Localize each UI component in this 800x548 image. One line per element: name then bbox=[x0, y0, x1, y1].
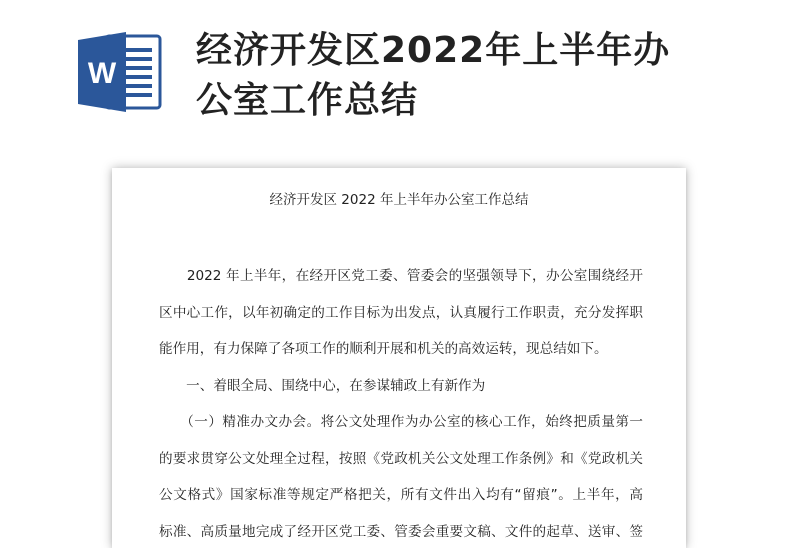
document-page-preview bbox=[112, 168, 686, 548]
page-title-line-1: 经济开发区2022年上半年办 bbox=[196, 30, 670, 71]
document-body bbox=[159, 258, 643, 548]
document-line: 区中心工作，以年初确定的工作目标为出发点，认真履行工作职责，充分发挥职 bbox=[159, 295, 643, 332]
svg-text:W: W bbox=[88, 57, 117, 90]
document-line: 能作用，有力保障了各项工作的顺利开展和机关的高效运转，现总结如下。 bbox=[159, 331, 643, 368]
page-title bbox=[196, 26, 776, 126]
document-line: 2022 年上半年，在经开区党工委、管委会的坚强领导下，办公室围绕经开 bbox=[159, 258, 643, 295]
document-line: 的要求贯穿公文处理全过程，按照《党政机关公文处理工作条例》和《党政机关 bbox=[159, 441, 643, 478]
page-title-line-2: 公室工作总结 bbox=[196, 80, 418, 121]
document-line: 公文格式》国家标准等规定严格把关，所有文件出入均有“留痕”。上半年，高 bbox=[159, 477, 643, 514]
document-line: （一）精准办文办会。将公文处理作为办公室的核心工作，始终把质量第一 bbox=[159, 404, 643, 441]
document-line: 标准、高质量地完成了经开区党工委、管委会重要文稿、文件的起草、送审、签 bbox=[159, 514, 643, 548]
header bbox=[0, 0, 800, 150]
word-document-icon bbox=[76, 30, 164, 114]
document-title: 经济开发区 2022 年上半年办公室工作总结 bbox=[112, 190, 686, 210]
document-section-heading: 一、着眼全局、围绕中心，在参谋辅政上有新作为 bbox=[159, 368, 643, 405]
